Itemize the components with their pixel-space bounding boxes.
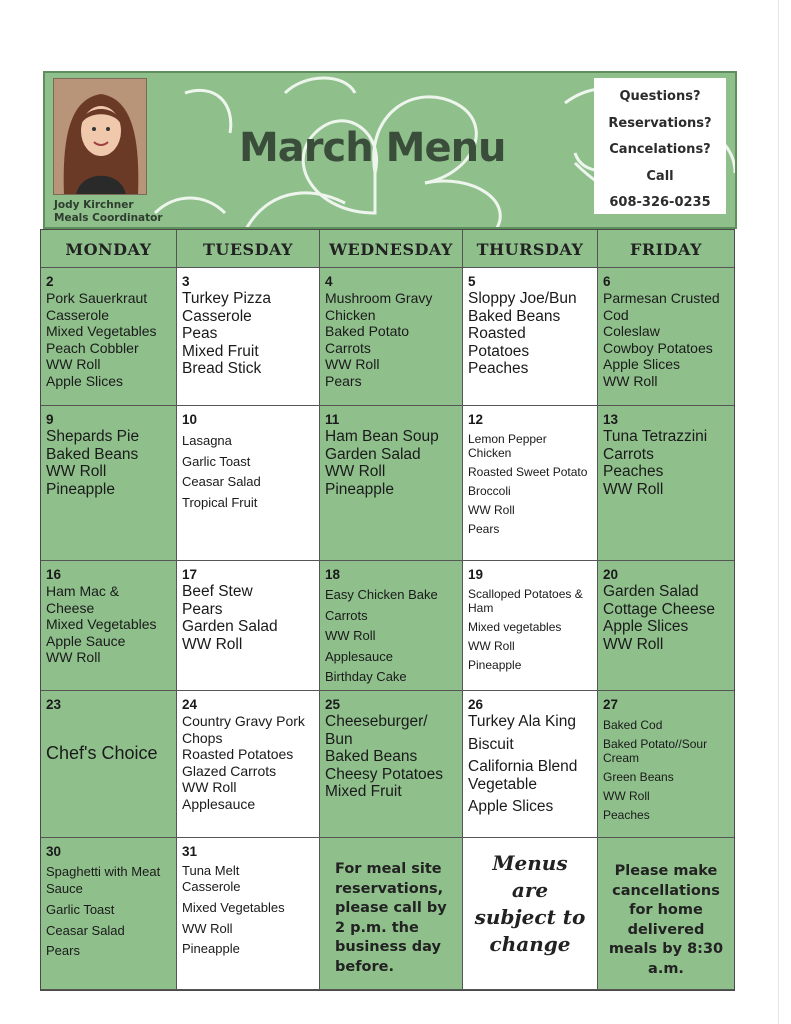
menu-item: Pears <box>325 372 362 389</box>
menu-item: Applesauce <box>182 795 256 812</box>
menu-item: Mixed Fruit <box>325 783 402 800</box>
menu-item: Lemon Pepper Chicken <box>468 432 547 460</box>
menu-item: Chicken <box>325 306 376 323</box>
menu-item: Pineapple <box>182 941 240 956</box>
day-number: 9 <box>46 412 54 427</box>
menu-item: Bun <box>325 730 353 748</box>
menu-item: Ham Bean Soup <box>325 428 439 445</box>
menus-subject-to-change-note <box>463 838 598 990</box>
menu-item: Tropical Fruit <box>182 494 258 510</box>
day-header-friday: FRIDAY <box>598 230 734 268</box>
contact-line: Questions? <box>619 89 701 104</box>
day-cell-20 <box>598 561 734 691</box>
menu-item: Mixed Vegetables <box>182 900 285 915</box>
menu-item: WW Roll <box>46 356 101 372</box>
chefs-choice-label: Chef's Choice <box>46 743 158 763</box>
day-cell-17 <box>177 561 320 691</box>
menu-item: Carrots <box>325 339 371 356</box>
day-cell-3 <box>177 268 320 406</box>
menu-item: Chops <box>182 729 223 746</box>
menu-item: Turkey Pizza <box>182 290 272 307</box>
menu-item: Pears <box>46 943 80 958</box>
day-cell-31 <box>177 838 320 990</box>
menu-item: Apple Sauce <box>46 632 126 649</box>
menu-item: Shepards Pie <box>46 428 140 445</box>
menu-item: Cod <box>603 306 629 323</box>
day-cell-2 <box>41 268 177 406</box>
menu-item: Tuna Tetrazzini <box>603 428 708 445</box>
menu-item: Pineapple <box>468 658 522 672</box>
day-number: 17 <box>182 567 198 582</box>
menu-item: Peaches <box>603 463 664 480</box>
menu-item: Bread Stick <box>182 360 262 377</box>
day-cell-27 <box>598 691 734 838</box>
menu-item: Pineapple <box>325 480 394 498</box>
day-cell-5 <box>463 268 598 406</box>
menu-item: Easy Chicken Bake <box>325 587 438 602</box>
day-number: 3 <box>182 274 190 289</box>
contact-box <box>594 78 726 214</box>
menu-item: WW Roll <box>182 635 243 653</box>
coordinator-name: Jody Kirchner <box>54 199 134 211</box>
menu-item: WW Roll <box>325 356 380 372</box>
contact-line: Cancelations? <box>609 142 711 157</box>
menu-calendar-grid <box>40 229 735 991</box>
menu-item: Cowboy Potatoes <box>603 339 713 356</box>
subject-to-change-text: Menus are subject to change <box>474 851 586 956</box>
menu-item: WW Roll <box>46 649 101 665</box>
day-number: 19 <box>468 567 484 582</box>
day-number: 4 <box>325 274 333 289</box>
menu-item: Cheese <box>46 599 95 616</box>
coordinator-role: Meals Coordinator <box>54 212 163 224</box>
menu-item: WW Roll <box>603 480 664 498</box>
menu-item: Pork Sauerkraut <box>46 290 148 306</box>
menu-item: Lasagna <box>182 433 232 448</box>
menu-item: WW Roll <box>603 635 664 653</box>
menu-item: Baked Cod <box>603 718 663 732</box>
menu-item: Ceasar Salad <box>182 474 261 489</box>
menu-item: Parmesan Crusted <box>603 290 720 306</box>
day-header-thursday: THURSDAY <box>463 230 598 268</box>
coordinator-photo <box>53 78 147 195</box>
menu-item: Apple Slices <box>46 372 124 389</box>
menu-item: Beef Stew <box>182 583 253 600</box>
meal-site-reservation-note <box>320 838 463 990</box>
menu-item: Birthday Cake <box>325 669 407 684</box>
cancellation-note-text: Please make cancellations for home delivered meals by 8:30 a.m. <box>608 863 724 977</box>
menu-item: Casserole <box>46 306 110 323</box>
menu-item: Casserole <box>182 307 252 325</box>
menu-item: Garlic Toast <box>182 453 251 469</box>
menu-item: WW Roll <box>603 372 658 389</box>
menu-item: Tuna Melt <box>182 863 240 878</box>
contact-line: Call <box>646 168 674 184</box>
day-cell-10 <box>177 406 320 561</box>
menu-item: WW Roll <box>325 628 376 643</box>
menu-item: WW Roll <box>182 920 233 936</box>
menu-item: Garden Salad <box>603 583 699 600</box>
menu-item: Country Gravy Pork <box>182 713 305 729</box>
day-cell-12 <box>463 406 598 561</box>
menu-item: WW Roll <box>468 639 515 653</box>
menu-item: WW Roll <box>325 463 386 480</box>
day-cell-13 <box>598 406 734 561</box>
menu-item: Mixed vegetables <box>468 620 562 634</box>
menu-item: Potatoes <box>468 342 530 360</box>
day-number: 10 <box>182 412 198 427</box>
menu-item: Mushroom Gravy <box>325 290 433 306</box>
day-cell-30 <box>41 838 177 990</box>
day-number: 30 <box>46 844 62 859</box>
day-cell-11 <box>320 406 463 561</box>
contact-phone: 608-326-0235 <box>609 195 711 210</box>
day-number: 24 <box>182 697 198 712</box>
menu-item: Baked Potato//Sour Cream <box>603 737 708 765</box>
day-header-tuesday: TUESDAY <box>177 230 320 268</box>
day-number: 23 <box>46 697 62 712</box>
menu-item: Green Beans <box>603 770 674 784</box>
day-cell-19 <box>463 561 598 691</box>
day-number: 26 <box>468 697 484 712</box>
day-number: 18 <box>325 567 341 582</box>
day-number: 5 <box>468 274 476 289</box>
menu-item: California Blend Vegetable <box>468 758 578 793</box>
day-number: 31 <box>182 844 198 859</box>
day-cell-23 <box>41 691 177 838</box>
menu-item: WW Roll <box>182 779 237 795</box>
menu-item: Apple Slices <box>603 356 681 372</box>
menu-item: WW Roll <box>46 463 107 480</box>
menu-item: Peaches <box>468 360 529 377</box>
menu-item: Roasted <box>468 325 526 342</box>
menu-item: Sloppy Joe/Bun <box>468 290 577 307</box>
menu-item: Garden Salad <box>325 445 421 463</box>
menu-item: Glazed Carrots <box>182 762 277 779</box>
menu-item: Ham Mac & <box>46 583 120 599</box>
menu-item: Spaghetti with Meat Sauce <box>46 864 161 896</box>
menu-item: Peaches <box>603 808 650 822</box>
day-cell-6 <box>598 268 734 406</box>
menu-item: Broccoli <box>468 484 511 498</box>
day-number: 13 <box>603 412 619 427</box>
menu-item: Turkey Ala King <box>468 713 576 730</box>
day-number: 25 <box>325 697 341 712</box>
menu-item: Cheeseburger/ <box>325 713 428 730</box>
home-delivery-cancellation-note <box>598 838 734 990</box>
menu-item: Peas <box>182 325 218 342</box>
day-number: 27 <box>603 697 619 712</box>
menu-item: Coleslaw <box>603 323 660 339</box>
menu-item: Pears <box>468 522 500 536</box>
reservation-note-text: For meal site reservations, please call by 2 p.m. the business day before. <box>335 861 447 975</box>
day-number: 6 <box>603 274 611 289</box>
day-cell-26 <box>463 691 598 838</box>
menu-item: Roasted Sweet Potato <box>468 465 588 479</box>
menu-item: Baked Beans <box>46 445 139 463</box>
menu-item: Apple Slices <box>603 618 689 635</box>
menu-item: Apple Slices <box>468 798 554 815</box>
contact-line: Reservations? <box>608 115 712 131</box>
day-number: 11 <box>325 412 340 427</box>
menu-item: Applesauce <box>325 648 393 664</box>
day-cell-18 <box>320 561 463 691</box>
menu-item: Baked Beans <box>325 748 418 765</box>
day-number: 16 <box>46 567 62 582</box>
day-number: 2 <box>46 274 54 289</box>
day-cell-16 <box>41 561 177 691</box>
day-number: 20 <box>603 567 619 582</box>
day-cell-4 <box>320 268 463 406</box>
day-header-monday: MONDAY <box>41 230 177 268</box>
menu-item: Peach Cobbler <box>46 339 139 356</box>
menu-item: Pineapple <box>46 480 115 498</box>
menu-item: Baked Beans <box>468 307 561 325</box>
day-cell-24 <box>177 691 320 838</box>
menu-header <box>43 71 737 229</box>
menu-item: Cheesy Potatoes <box>325 765 444 783</box>
menu-item: Scalloped Potatoes & Ham <box>468 587 583 615</box>
day-cell-9 <box>41 406 177 561</box>
menu-item: Mixed Fruit <box>182 342 259 360</box>
coordinator-caption <box>54 199 163 225</box>
menu-item: Garden Salad <box>182 618 278 635</box>
menu-item: Baked Potato <box>325 323 410 339</box>
day-cell-25 <box>320 691 463 838</box>
menu-item: Cottage Cheese <box>603 600 716 618</box>
menu-item: Carrots <box>603 445 654 463</box>
page-title: March Menu <box>239 125 506 171</box>
menu-item: Pears <box>182 600 223 618</box>
menu-item: Roasted Potatoes <box>182 746 294 762</box>
menu-item: Ceasar Salad <box>46 922 125 938</box>
day-number: 12 <box>468 412 484 427</box>
day-header-wednesday: WEDNESDAY <box>320 230 463 268</box>
menu-item: Carrots <box>325 607 368 623</box>
menu-item: WW Roll <box>468 503 515 517</box>
menu-item: Biscuit <box>468 735 514 753</box>
menu-item: Mixed Vegetables <box>46 323 157 339</box>
menu-item: Garlic Toast <box>46 902 115 917</box>
page-edge-line <box>778 0 779 1024</box>
menu-item: Mixed Vegetables <box>46 616 157 632</box>
menu-item: Casserole <box>182 879 241 894</box>
menu-item: WW Roll <box>603 789 650 803</box>
